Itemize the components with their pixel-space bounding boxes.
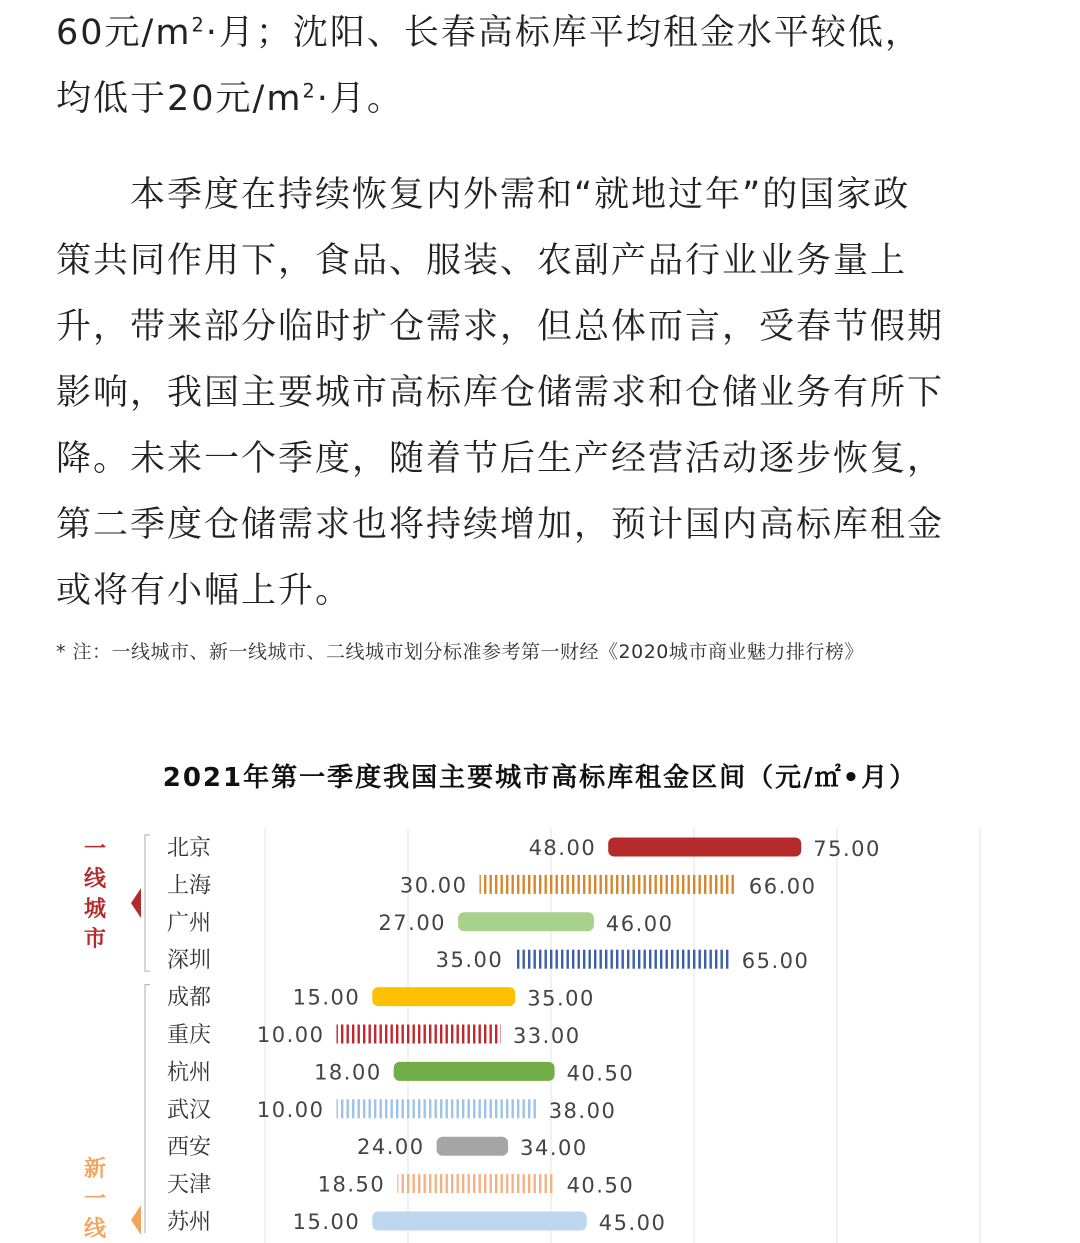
paragraph-2-line: 降。未来一个季度，随着节后生产经营活动逐步恢复， [56, 439, 945, 479]
low-value-label: 18.50 [317, 1172, 386, 1197]
range-bar [337, 1025, 501, 1044]
range-bar [394, 1062, 555, 1081]
paragraph-2-line: 第二季度仓储需求也将持续增加，预计国内高标库租金 [56, 505, 945, 545]
high-value-label: 35.00 [527, 986, 595, 1011]
high-value-label: 33.00 [512, 1024, 581, 1048]
high-value-label: 66.00 [748, 874, 817, 899]
category-label: 上海 [167, 873, 212, 899]
range-bar [458, 912, 594, 931]
group-label-char: 城 [83, 897, 107, 922]
chart-title: 2021年第一季度我国主要城市高标库租金区间（元/㎡•月） [162, 763, 918, 793]
high-value-label: 38.00 [548, 1098, 617, 1123]
low-value-label: 15.00 [292, 1210, 361, 1234]
group-label-char: 线 [83, 1217, 107, 1242]
paragraph-2-line: 升，带来部分临时扩仓需求，但总体而言，受春节假期 [56, 307, 945, 347]
high-value-label: 40.50 [566, 1061, 635, 1086]
range-bar [397, 1174, 554, 1193]
high-value-label: 46.00 [605, 911, 674, 936]
category-label: 成都 [167, 985, 212, 1011]
low-value-label: 48.00 [528, 836, 597, 860]
group-label-char: 新 [83, 1157, 107, 1182]
high-value-label: 34.00 [520, 1136, 588, 1161]
group-marker [131, 888, 141, 918]
range-bar [437, 1137, 509, 1156]
range-bar-chart [0, 818, 1080, 1243]
group-bracket [145, 835, 150, 971]
range-bar [515, 950, 730, 969]
low-value-label: 15.00 [292, 985, 361, 1010]
category-label: 广州 [167, 910, 212, 936]
footnote: * 注：一线城市、新一线城市、二线城市划分标准参考第一财经《2020城市商业魅力排行榜》 [56, 641, 864, 663]
group-label-char: 一 [83, 1187, 107, 1212]
category-label: 北京 [167, 836, 212, 861]
category-label: 苏州 [167, 1210, 212, 1235]
range-bar [337, 1099, 537, 1118]
group-marker [131, 1205, 141, 1235]
range-bar [480, 875, 737, 894]
category-label: 杭州 [167, 1060, 212, 1086]
group-label-char: 线 [83, 867, 107, 892]
low-value-label: 27.00 [378, 910, 447, 935]
range-bar [372, 987, 515, 1006]
range-bar [608, 838, 801, 857]
category-label: 深圳 [167, 948, 212, 974]
high-value-label: 75.00 [813, 837, 881, 861]
group-bracket [145, 985, 150, 1233]
high-value-label: 65.00 [741, 949, 810, 974]
paragraph-2 [56, 162, 944, 624]
group-label-char: 一 [83, 837, 107, 862]
low-value-label: 30.00 [399, 873, 468, 898]
category-label: 西安 [167, 1135, 212, 1161]
paragraph-2-line: 或将有小幅上升。 [56, 571, 353, 611]
low-value-label: 35.00 [435, 948, 504, 973]
low-value-label: 10.00 [256, 1023, 325, 1047]
category-label: 武汉 [167, 1097, 212, 1123]
low-value-label: 18.00 [314, 1060, 382, 1085]
category-label: 天津 [167, 1172, 212, 1198]
high-value-label: 40.50 [566, 1173, 635, 1198]
paragraph-2-line: 策共同作用下，食品、服装、农副产品行业业务量上 [56, 241, 908, 281]
paragraph-1-line-1: 60元$/m^2\cdot$月；沈阳、长春高标库平均租金水平较低， [56, 13, 922, 53]
low-value-label: 24.00 [356, 1135, 425, 1160]
group-label-char: 市 [83, 927, 107, 952]
paragraph-2-line: 影响，我国主要城市高标库仓储需求和仓储业务有所下 [56, 373, 945, 413]
high-value-label: 45.00 [598, 1211, 667, 1235]
low-value-label: 10.00 [256, 1097, 325, 1122]
category-label: 重庆 [167, 1023, 212, 1048]
paragraph-1-line-2: 均低于20元$/m^2\cdot$月。 [56, 79, 404, 119]
paragraph-2-line: 本季度在持续恢复内外需和“就地过年”的国家政 [130, 175, 911, 215]
range-bar [372, 1212, 587, 1231]
paragraph-1 [56, 0, 922, 132]
